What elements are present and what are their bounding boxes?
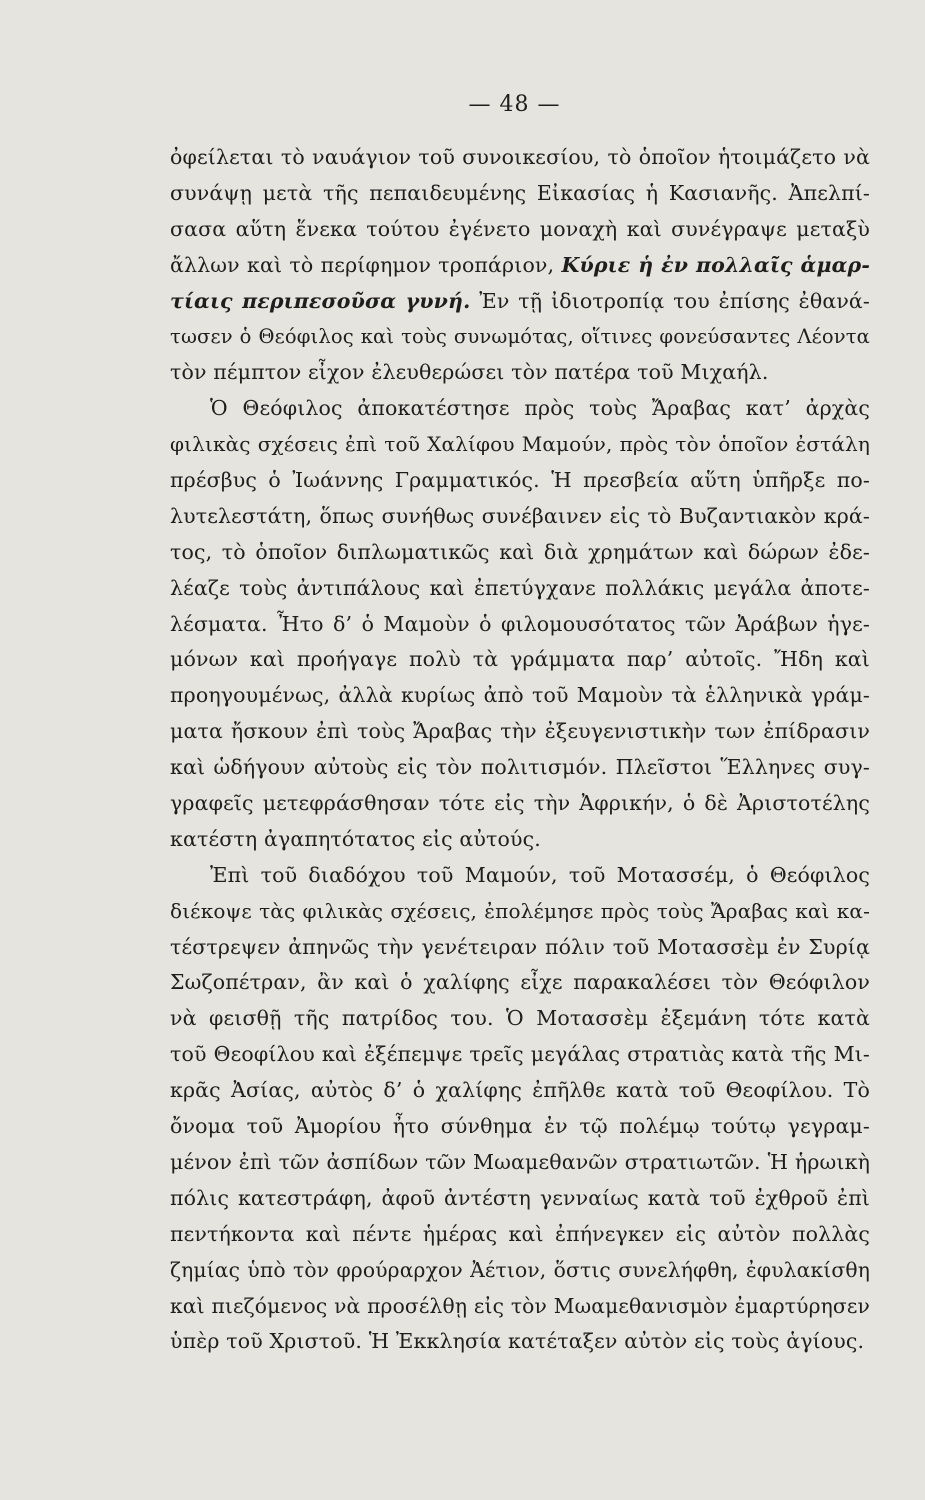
text-line: Σωζοπέτραν, ἂν καὶ ὁ χαλίφης εἶχε παρακαλέσει τὸν Θεόφιλον [170, 970, 870, 995]
troparion-title-end: τίαις περιπεσοῦσα γυνή. [170, 288, 471, 313]
body-text [170, 140, 870, 1360]
text-line: τὸν πέμπτον εἶχον ἐλευθερώσει τὸν πατέρα τοῦ Μιχαήλ. [170, 360, 769, 385]
text-line: ζημίας ὑπὸ τὸν φρούραρχον Ἀέτιον, ὅστις συνελήφθη, ἐφυλακίσθη [170, 1257, 870, 1282]
text-line: ὑπὲρ τοῦ Χριστοῦ. Ἡ Ἐκκλησία κατέταξεν αὐτὸν εἰς τοὺς ἁγίους. [170, 1329, 865, 1354]
text-line: σασα αὕτη ἕνεκα τούτου ἐγένετο μοναχὴ καὶ συνέγραψε μεταξὺ [170, 216, 870, 241]
text-line: πρέσβυς ὁ Ἰωάννης Γραμματικός. Ἡ πρεσβεία αὕτη ὑπῆρξε πο- [170, 468, 870, 493]
text-line: τοῦ Θεοφίλου καὶ ἐξέπεμψε τρεῖς μεγάλας στρατιὰς κατὰ τῆς Μι- [170, 1042, 870, 1067]
text-line: ματα ἤσκουν ἐπὶ τοὺς Ἄραβας τὴν ἐξευγενιστικὴν των ἐπίδρασιν [170, 719, 870, 744]
text-line: μόνων καὶ προήγαγε πολὺ τὰ γράμματα παρ’ αὐτοῖς. Ἤδη καὶ [170, 647, 870, 672]
text-line: διέκοψε τὰς φιλικὰς σχέσεις, ἐπολέμησε πρὸς τοὺς Ἄραβας καὶ κα- [170, 898, 870, 923]
text-line: προηγουμένως, ἀλλὰ κυρίως ἀπὸ τοῦ Μαμοὺν τὰ ἑλληνικὰ γράμ- [170, 683, 870, 708]
text-line: λέαζε τοὺς ἀντιπάλους καὶ ἐπετύγχανε πολλάκις μεγάλα ἀποτε- [170, 575, 870, 600]
text-line: καὶ ὡδήγουν αὐτοὺς εἰς τὸν πολιτισμόν. Πλεῖστοι Ἕλληνες συγ- [170, 755, 870, 780]
text-line: νὰ φεισθῇ τῆς πατρίδος του. Ὁ Μοτασσὲμ ἐξεμάνη τότε κατὰ [170, 1006, 870, 1031]
text-line: τέστρεψεν ἀπηνῶς τὴν γενέτειραν πόλιν τοῦ Μοτασσὲμ ἐν Συρίᾳ [170, 934, 870, 959]
text-line: τος, τὸ ὁποῖον διπλωματικῶς καὶ διὰ χρημάτων καὶ δώρων ἐδε- [170, 539, 870, 564]
text-line: κατέστη ἀγαπητότατος εἰς αὐτούς. [170, 826, 541, 851]
text-line: καὶ πιεζόμενος νὰ προσέλθῃ εἰς τὸν Μωαμεθανισμὸν ἐμαρτύρησεν [170, 1293, 870, 1318]
text-line: πεντήκοντα καὶ πέντε ἡμέρας καὶ ἐπήνεγκεν εἰς αὐτὸν πολλὰς [170, 1221, 870, 1246]
text-line: λέσματα. Ἦτο δ’ ὁ Μαμοὺν ὁ φιλομουσότατος τῶν Ἀράβων ἡγε- [170, 611, 870, 636]
text-line: τίαις περιπεσοῦσα γυνή. Ἐν τῇ ἰδιοτροπίᾳ του ἐπίσης ἐθανά- [170, 288, 871, 313]
text-line: ὀφείλεται τὸ ναυάγιον τοῦ συνοικεσίου, τὸ ὁποῖον ἡτοιμάζετο νὰ [170, 145, 870, 169]
text-line: Ὁ Θεόφιλος ἀποκατέστησε πρὸς τοὺς Ἄραβας κατ’ ἀρχὰς [210, 396, 870, 421]
text-line: ὄνομα τοῦ Ἀμορίου ἦτο σύνθημα ἐν τῷ πολέμῳ τούτῳ γεγραμ- [170, 1114, 870, 1139]
text-line: γραφεῖς μετεφράσθησαν τότε εἰς τὴν Ἀφρικήν, ὁ δὲ Ἀριστοτέλης [170, 791, 870, 816]
text-line: κρᾶς Ἀσίας, αὐτὸς δ’ ὁ χαλίφης ἐπῆλθε κατὰ τοῦ Θεοφίλου. Τὸ [170, 1078, 870, 1103]
text-line: λυτελεστάτη, ὅπως συνήθως συνέβαινεν εἰς τὸ Βυζαντιακὸν κρά- [170, 503, 870, 528]
page-number: — 48 — [468, 92, 561, 117]
text-line: πόλις κατεστράφη, ἀφοῦ ἀντέστη γενναίως κατὰ τοῦ ἐχθροῦ ἐπὶ [170, 1185, 870, 1210]
text-line: μένον ἐπὶ τῶν ἀσπίδων τῶν Μωαμεθανῶν στρατιωτῶν. Ἡ ἡρωικὴ [170, 1149, 870, 1174]
text-line: Ἐπὶ τοῦ διαδόχου τοῦ Μαμούν, τοῦ Μοτασσέμ, ὁ Θεόφιλος [210, 862, 870, 887]
text-line: φιλικὰς σχέσεις ἐπὶ τοῦ Χαλίφου Μαμούν, πρὸς τὸν ὁποῖον ἐστάλη [170, 432, 870, 457]
text-line: συνάψῃ μετὰ τῆς πεπαιδευμένης Εἰκασίας ἡ Κασιανῆς. Ἀπελπί- [170, 180, 870, 205]
troparion-title: Κύριε ἡ ἐν πολλαῖς ἁμαρ- [561, 252, 870, 277]
text-line: τωσεν ὁ Θεόφιλος καὶ τοὺς συνωμότας, οἵτινες φονεύσαντες Λέοντα [170, 325, 870, 349]
text-line: ἄλλων καὶ τὸ περίφημον τροπάριον, Κύριε ἡ ἐν πολλαῖς ἁμαρ- [170, 252, 870, 277]
